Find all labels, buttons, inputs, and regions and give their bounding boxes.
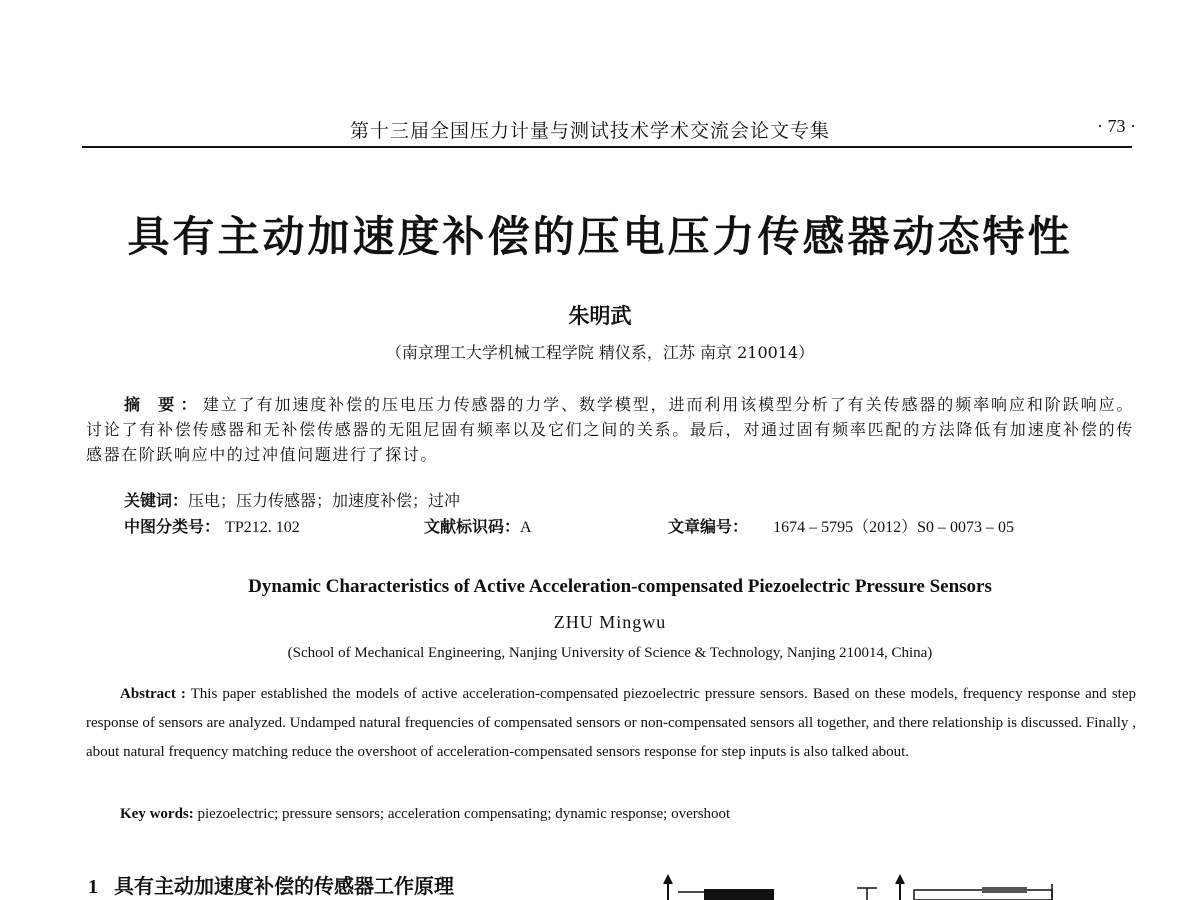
classification-row: [124, 514, 300, 537]
keywords-en-text: piezoelectric; pressure sensors; acceleration compensating; dynamic response; overshoot: [197, 806, 731, 822]
author-en: ZHU Mingwu: [553, 612, 667, 632]
section-1-number: 1: [88, 876, 98, 898]
figure-ground-symbol: [857, 888, 877, 900]
doc-code: [424, 514, 532, 537]
figure-arrow-left: [663, 874, 673, 900]
abstract-en-label: Abstract :: [120, 686, 186, 702]
doc-code-value: A: [520, 519, 532, 536]
doc-code-label: 文献标识码：: [424, 517, 521, 536]
figure-block-right: [914, 884, 1052, 900]
article-number: [668, 514, 1014, 537]
abstract-en-text: This paper established the models of active acceleration-compensated piezoelectric pressure sensors. Based on these models, frequency response and step response of sensors are analyzed. Undamped natural frequencies of compensated sensors or non-compensated sensors all together, and there relationship is discussed. Finally , about natural frequency matching reduce the overshoot of acceleration-compensated sensors response for step inputs is also talked about.: [86, 686, 1136, 760]
keywords-cn: [124, 488, 460, 511]
clc-value: TP212. 102: [225, 519, 300, 536]
author-cn: 朱明武: [568, 303, 632, 328]
paper-title-en: Dynamic Characteristics of Active Acceleration-compensated Piezoelectric Pressure Sensors: [248, 576, 992, 597]
figure-arrow-right: [895, 874, 905, 900]
paper-title-cn: 具有主动加速度补偿的压电压力传感器动态特性: [127, 212, 1073, 261]
abstract-cn-label: 摘 要：: [124, 395, 203, 414]
keywords-en-label: Key words:: [120, 806, 194, 822]
affiliation-cn: （南京理工大学机械工程学院 精仪系，江苏 南京 210014）: [385, 343, 815, 362]
keywords-en: [120, 806, 730, 823]
figure-fragment: [652, 874, 1072, 900]
abstract-en: [86, 680, 1136, 767]
page-number: · 73 ·: [1097, 116, 1136, 136]
affiliation-en: (School of Mechanical Engineering, Nanjing University of Science & Technology, Nanjing 210014, China): [287, 645, 933, 661]
abstract-cn-text: 建立了有加速度补偿的压电压力传感器的力学、数学模型，进而利用该模型分析了有关传感器的频率响应和阶跃响应。讨论了有补偿传感器和无补偿传感器的无阻尼固有频率以及它们之间的关系。最后，对通过固有频率匹配的方法降低有加速度补偿的传感器在阶跃响应中的过冲值问题进行了探讨。: [86, 395, 1134, 464]
article-no-label: 文章编号：: [668, 517, 749, 536]
article-no-value: 1674 – 5795（2012）S0 – 0073 – 05: [773, 519, 1015, 536]
running-title: 第十三届全国压力计量与测试技术学术交流会论文专集: [349, 120, 830, 142]
abstract-cn: [86, 392, 1134, 467]
keywords-cn-label: 关键词：: [124, 491, 189, 510]
figure-block-left: [678, 889, 774, 900]
header-rule: [82, 146, 1132, 148]
keywords-cn-text: 压电；压力传感器；加速度补偿；过冲: [188, 491, 461, 510]
section-1-heading: [88, 870, 454, 899]
section-1-title: 具有主动加速度补偿的传感器工作原理: [114, 874, 454, 898]
clc-label: 中图分类号：: [124, 517, 221, 536]
